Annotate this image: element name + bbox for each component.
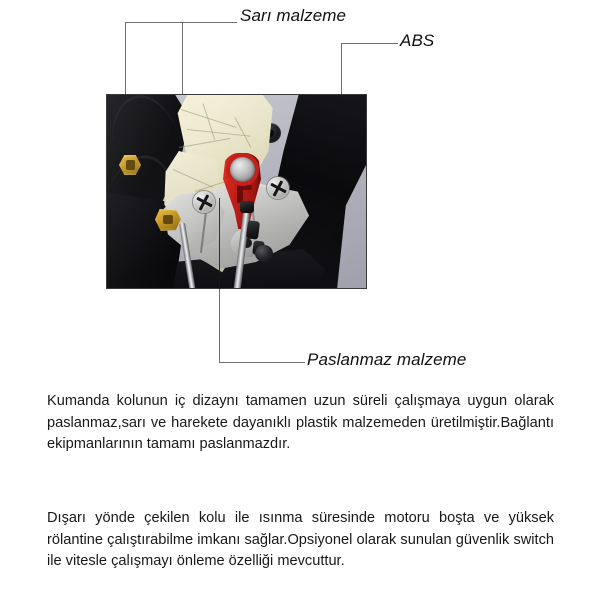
callout-label-paslanmaz-malzeme: Paslanmaz malzeme (307, 350, 467, 369)
leader-line-sari-horizontal (125, 22, 237, 23)
phillips-screw-left (193, 191, 215, 213)
leader-line-sari-vertical-right (182, 22, 183, 95)
description-paragraph-1: Kumanda kolunun iç dizaynı tamamen uzun süreli çalışmaya uygun olarak paslanmaz,sarı ve harekete dayanıklı plastik malzemeden üretilmiştir.Bağlantı ekipmanlarının tamamı paslanmazdır. (47, 393, 554, 452)
leader-line-paslanmaz-horizontal (219, 362, 305, 363)
rod-joint-middle (246, 220, 260, 239)
callout-label-sari-malzeme: Sarı malzeme (240, 6, 347, 25)
phillips-screw-right (267, 177, 289, 199)
leader-line-paslanmaz-pointer (219, 198, 220, 289)
pivot-boss (255, 245, 273, 262)
rod-joint-upper (240, 201, 254, 213)
leader-line-abs-horizontal (341, 43, 398, 44)
leader-line-paslanmaz-vertical (219, 289, 220, 362)
photo-background (107, 95, 366, 288)
product-photo (106, 94, 367, 289)
leader-line-sari-vertical-left (125, 22, 126, 95)
description-paragraph-2: Dışarı yönde çekilen kolu ile ısınma süresinde motoru boşta ve yüksek rölantine çalıştırabilme imkanı sağlar.Opsiyonel olarak sunulan güvenlik switch ile vitesle çalışmayı önleme özelliği mevcuttur. (47, 510, 554, 569)
red-lever-eyelet-ring (230, 157, 255, 182)
leader-line-abs-vertical (341, 43, 342, 95)
callout-label-abs: ABS (400, 31, 435, 50)
